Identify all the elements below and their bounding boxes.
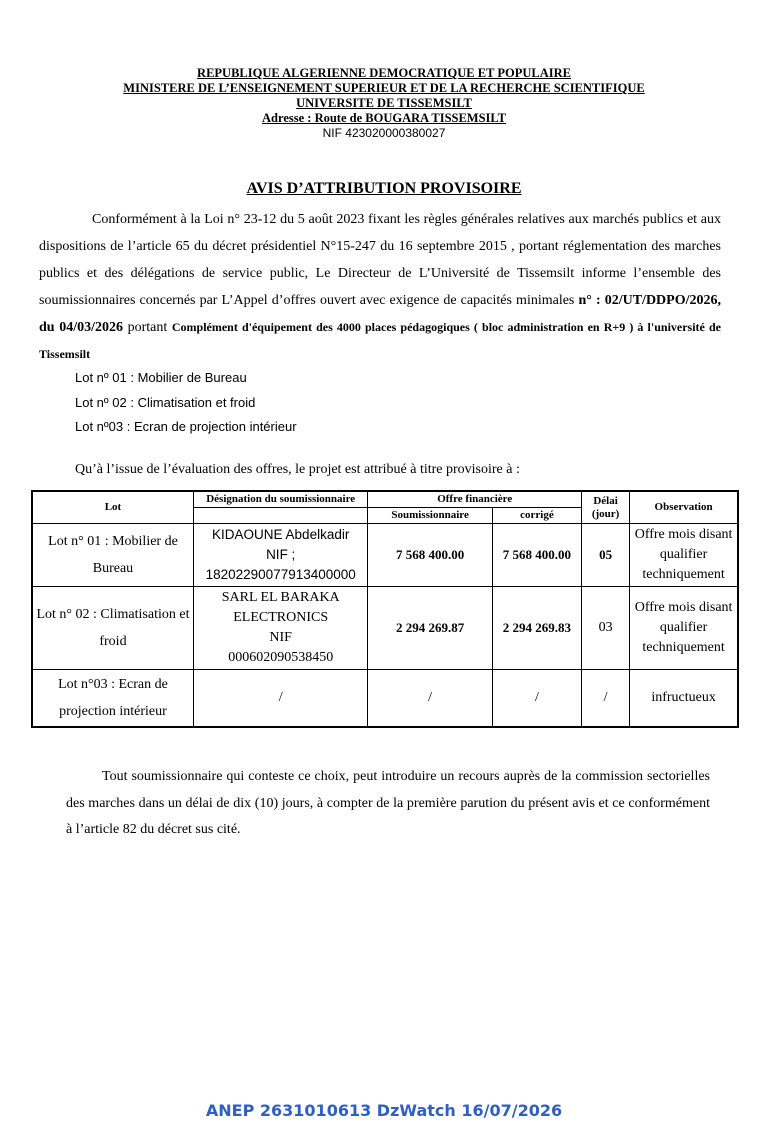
cell-delai: 05: [582, 524, 630, 587]
cell-offre-corrige: 7 568 400.00: [492, 524, 581, 587]
table-row: [32, 524, 738, 587]
cell-observation: infructueux: [630, 670, 738, 728]
intro-text: Conformément à la Loi n° 23-12 du 5 août 2023 fixant les règles générales relatives aux marchés publics et aux dispositions de l’article 65 du décret présidentiel N°15-247 du 16 septembre 2015 , portant réglementation des marches publics et des délégations de service public, Le Directeur de L’Université de Tissemsilt informe l’ensemble des soumissionnaires concernés par L’Appel d’offres ouvert avec exigence de capacités minimales: [39, 212, 721, 308]
header-university: UNIVERSITE DE TISSEMSILT: [296, 96, 472, 110]
cell-offre-soumissionnaire: 7 568 400.00: [368, 524, 492, 587]
designation-line: NIF: [269, 630, 292, 645]
cell-lot: Lot n° 01 : Mobilier de Bureau: [32, 524, 193, 587]
designation-line: SARL EL BARAKA: [221, 590, 340, 605]
designation-line: NIF ;: [266, 547, 296, 562]
notice-title: AVIS D’ATTRIBUTION PROVISOIRE: [246, 180, 522, 197]
col-header-corrige: corrigé: [492, 508, 581, 524]
table-row: [32, 670, 738, 728]
table-row: [32, 587, 738, 670]
designation-line: KIDAOUNE Abdelkadir: [212, 527, 350, 542]
designation-line: ELECTRONICS: [233, 610, 329, 625]
header-ministry: MINISTERE DE L’ENSEIGNEMENT SUPERIEUR ET DE LA RECHERCHE SCIENTIFIQUE: [123, 81, 645, 95]
header-address: Adresse : Route de BOUGARA TISSEMSILT: [262, 111, 506, 125]
cell-offre-corrige: /: [492, 670, 581, 728]
header-republic: REPUBLIQUE ALGERIENNE DEMOCRATIQUE ET POPULAIRE: [197, 66, 571, 80]
cell-offre-soumissionnaire: /: [368, 670, 492, 728]
table-header-row: [32, 491, 738, 508]
transition-text: Qu’à l’issue de l’évaluation des offres, le projet est attribué à titre provisoire à :: [75, 462, 520, 477]
intro-paragraph: [39, 206, 721, 368]
cell-designation: [193, 524, 367, 587]
tender-object: Complément d'équipement des 4000 places pédagogiques ( bloc administration en R+9 ) à l'université de Tissemsilt: [39, 320, 721, 361]
cell-observation: Offre mois disant qualifier techniquement: [630, 587, 738, 670]
cell-delai: 03: [582, 587, 630, 670]
attribution-table: [31, 490, 739, 728]
cell-designation: [193, 587, 367, 670]
lot-item: Lot nº 02 : Climatisation et froid: [75, 394, 256, 410]
designation-line: 000602090538450: [228, 650, 334, 665]
col-header-observation: Observation: [630, 491, 738, 524]
cell-offre-soumissionnaire: 2 294 269.87: [368, 587, 492, 670]
col-header-offre: Offre financière: [368, 491, 582, 508]
designation-line: 18202290077913400000: [205, 567, 356, 582]
col-header-designation-blank: [193, 508, 367, 524]
lot-item: Lot nº03 : Ecran de projection intérieur: [75, 419, 297, 434]
document-header: [0, 66, 768, 141]
cell-observation: Offre mois disant qualifier techniquement: [630, 524, 738, 587]
col-header-designation: Désignation du soumissionnaire: [193, 491, 367, 508]
intro-portant: portant: [122, 320, 172, 335]
col-header-lot: Lot: [32, 491, 193, 524]
cell-lot: Lot n°03 : Ecran de projection intérieur: [32, 670, 193, 728]
cell-lot: Lot n° 02 : Climatisation et froid: [32, 587, 193, 670]
closing-paragraph: Tout soumissionnaire qui conteste ce choix, peut introduire un recours auprès de la commission sectorielles des marches dans un délai de dix (10) jours, à compter de la première parution du présent avis et ce conformément à l’article 82 du décret sus cité.: [66, 769, 710, 837]
cell-designation: /: [193, 670, 367, 728]
header-nif: NIF 423020000380027: [322, 126, 446, 140]
cell-offre-corrige: 2 294 269.83: [492, 587, 581, 670]
col-header-soumissionnaire: Soumissionnaire: [368, 508, 492, 524]
lot-list: [75, 366, 297, 440]
footer-watermark: ANEP 2631010613 DzWatch 16/07/2026: [205, 1101, 563, 1120]
lot-item: Lot nº 01 : Mobilier de Bureau: [75, 370, 247, 385]
tender-reference: n° : 02/UT/DDPO/2026, du 04/03/2026: [39, 293, 721, 335]
cell-delai: /: [582, 670, 630, 728]
col-header-delai: Délai (jour): [582, 491, 630, 524]
